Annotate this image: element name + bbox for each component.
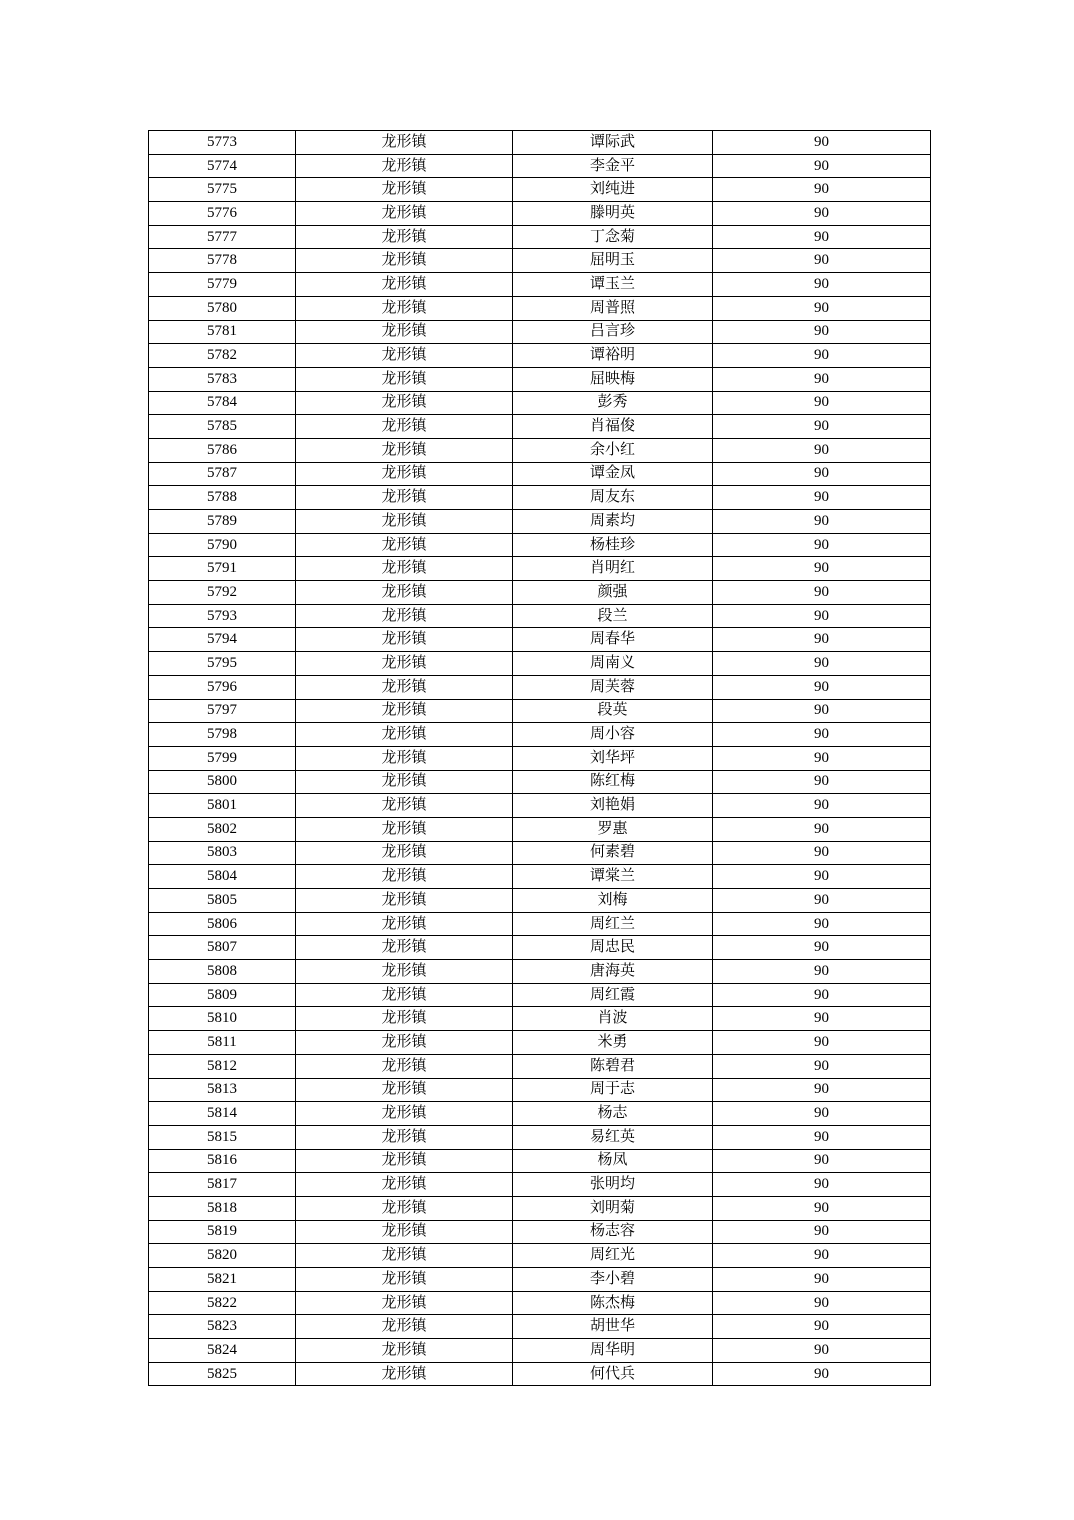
town-cell: 龙形镇 xyxy=(296,770,513,794)
name-cell: 周小容 xyxy=(513,723,713,747)
amount-cell: 90 xyxy=(713,865,931,889)
serial-cell: 5803 xyxy=(149,841,296,865)
table-row xyxy=(149,889,931,913)
name-cell: 周普照 xyxy=(513,296,713,320)
serial-cell: 5804 xyxy=(149,865,296,889)
amount-cell: 90 xyxy=(713,486,931,510)
town-cell: 龙形镇 xyxy=(296,320,513,344)
town-cell: 龙形镇 xyxy=(296,225,513,249)
name-cell: 吕言珍 xyxy=(513,320,713,344)
name-cell: 丁念菊 xyxy=(513,225,713,249)
name-cell: 谭棠兰 xyxy=(513,865,713,889)
town-cell: 龙形镇 xyxy=(296,1220,513,1244)
name-cell: 肖明红 xyxy=(513,557,713,581)
table-row xyxy=(149,249,931,273)
serial-cell: 5796 xyxy=(149,675,296,699)
name-cell: 杨凤 xyxy=(513,1149,713,1173)
serial-cell: 5824 xyxy=(149,1339,296,1363)
serial-cell: 5802 xyxy=(149,817,296,841)
table-row xyxy=(149,1007,931,1031)
table-row xyxy=(149,415,931,439)
table-row xyxy=(149,178,931,202)
name-cell: 杨志容 xyxy=(513,1220,713,1244)
amount-cell: 90 xyxy=(713,652,931,676)
table-row xyxy=(149,1054,931,1078)
town-cell: 龙形镇 xyxy=(296,1196,513,1220)
amount-cell: 90 xyxy=(713,604,931,628)
amount-cell: 90 xyxy=(713,628,931,652)
amount-cell: 90 xyxy=(713,415,931,439)
table-row xyxy=(149,723,931,747)
serial-cell: 5817 xyxy=(149,1173,296,1197)
name-cell: 唐海英 xyxy=(513,960,713,984)
serial-cell: 5774 xyxy=(149,154,296,178)
amount-cell: 90 xyxy=(713,533,931,557)
serial-cell: 5809 xyxy=(149,983,296,1007)
amount-cell: 90 xyxy=(713,794,931,818)
town-cell: 龙形镇 xyxy=(296,841,513,865)
name-cell: 周红光 xyxy=(513,1244,713,1268)
name-cell: 谭玉兰 xyxy=(513,273,713,297)
amount-cell: 90 xyxy=(713,960,931,984)
amount-cell: 90 xyxy=(713,889,931,913)
table-row xyxy=(149,533,931,557)
serial-cell: 5819 xyxy=(149,1220,296,1244)
serial-cell: 5818 xyxy=(149,1196,296,1220)
serial-cell: 5773 xyxy=(149,131,296,155)
amount-cell: 90 xyxy=(713,367,931,391)
town-cell: 龙形镇 xyxy=(296,415,513,439)
serial-cell: 5820 xyxy=(149,1244,296,1268)
town-cell: 龙形镇 xyxy=(296,296,513,320)
name-cell: 周南义 xyxy=(513,652,713,676)
name-cell: 刘艳娟 xyxy=(513,794,713,818)
table-row xyxy=(149,154,931,178)
town-cell: 龙形镇 xyxy=(296,1291,513,1315)
serial-cell: 5821 xyxy=(149,1268,296,1292)
table-row xyxy=(149,936,931,960)
serial-cell: 5795 xyxy=(149,652,296,676)
amount-cell: 90 xyxy=(713,723,931,747)
amount-cell: 90 xyxy=(713,178,931,202)
name-cell: 颜强 xyxy=(513,581,713,605)
town-cell: 龙形镇 xyxy=(296,1149,513,1173)
amount-cell: 90 xyxy=(713,1315,931,1339)
amount-cell: 90 xyxy=(713,249,931,273)
table-row xyxy=(149,273,931,297)
name-cell: 何代兵 xyxy=(513,1362,713,1386)
table-row xyxy=(149,1291,931,1315)
table-row xyxy=(149,1173,931,1197)
amount-cell: 90 xyxy=(713,154,931,178)
name-cell: 彭秀 xyxy=(513,391,713,415)
town-cell: 龙形镇 xyxy=(296,723,513,747)
name-cell: 周素均 xyxy=(513,510,713,534)
town-cell: 龙形镇 xyxy=(296,178,513,202)
table-row xyxy=(149,1078,931,1102)
table-row xyxy=(149,438,931,462)
name-cell: 易红英 xyxy=(513,1125,713,1149)
name-cell: 杨志 xyxy=(513,1102,713,1126)
table-row xyxy=(149,699,931,723)
serial-cell: 5799 xyxy=(149,746,296,770)
amount-cell: 90 xyxy=(713,510,931,534)
town-cell: 龙形镇 xyxy=(296,1102,513,1126)
town-cell: 龙形镇 xyxy=(296,983,513,1007)
serial-cell: 5797 xyxy=(149,699,296,723)
amount-cell: 90 xyxy=(713,1007,931,1031)
serial-cell: 5815 xyxy=(149,1125,296,1149)
table-row xyxy=(149,817,931,841)
amount-cell: 90 xyxy=(713,581,931,605)
table-row xyxy=(149,296,931,320)
name-cell: 周忠民 xyxy=(513,936,713,960)
town-cell: 龙形镇 xyxy=(296,1007,513,1031)
serial-cell: 5816 xyxy=(149,1149,296,1173)
amount-cell: 90 xyxy=(713,462,931,486)
serial-cell: 5805 xyxy=(149,889,296,913)
table-row xyxy=(149,202,931,226)
table-row xyxy=(149,604,931,628)
serial-cell: 5806 xyxy=(149,912,296,936)
name-cell: 滕明英 xyxy=(513,202,713,226)
amount-cell: 90 xyxy=(713,675,931,699)
serial-cell: 5788 xyxy=(149,486,296,510)
town-cell: 龙形镇 xyxy=(296,912,513,936)
table-row xyxy=(149,462,931,486)
serial-cell: 5825 xyxy=(149,1362,296,1386)
serial-cell: 5782 xyxy=(149,344,296,368)
serial-cell: 5783 xyxy=(149,367,296,391)
table-row xyxy=(149,983,931,1007)
serial-cell: 5791 xyxy=(149,557,296,581)
name-cell: 肖福俊 xyxy=(513,415,713,439)
serial-cell: 5778 xyxy=(149,249,296,273)
serial-cell: 5776 xyxy=(149,202,296,226)
amount-cell: 90 xyxy=(713,273,931,297)
town-cell: 龙形镇 xyxy=(296,1125,513,1149)
amount-cell: 90 xyxy=(713,699,931,723)
serial-cell: 5785 xyxy=(149,415,296,439)
town-cell: 龙形镇 xyxy=(296,865,513,889)
name-cell: 屈明玉 xyxy=(513,249,713,273)
name-cell: 屈映梅 xyxy=(513,367,713,391)
amount-cell: 90 xyxy=(713,912,931,936)
amount-cell: 90 xyxy=(713,983,931,1007)
table-row xyxy=(149,794,931,818)
serial-cell: 5777 xyxy=(149,225,296,249)
amount-cell: 90 xyxy=(713,770,931,794)
table-row xyxy=(149,1196,931,1220)
serial-cell: 5789 xyxy=(149,510,296,534)
amount-cell: 90 xyxy=(713,1125,931,1149)
name-cell: 李金平 xyxy=(513,154,713,178)
town-cell: 龙形镇 xyxy=(296,510,513,534)
table-row xyxy=(149,960,931,984)
serial-cell: 5801 xyxy=(149,794,296,818)
serial-cell: 5786 xyxy=(149,438,296,462)
table-row xyxy=(149,1362,931,1386)
amount-cell: 90 xyxy=(713,1220,931,1244)
amount-cell: 90 xyxy=(713,1054,931,1078)
name-cell: 段英 xyxy=(513,699,713,723)
amount-cell: 90 xyxy=(713,1102,931,1126)
table-row xyxy=(149,320,931,344)
amount-cell: 90 xyxy=(713,391,931,415)
table-row xyxy=(149,652,931,676)
town-cell: 龙形镇 xyxy=(296,1315,513,1339)
town-cell: 龙形镇 xyxy=(296,249,513,273)
serial-cell: 5775 xyxy=(149,178,296,202)
amount-cell: 90 xyxy=(713,320,931,344)
table-row xyxy=(149,486,931,510)
town-cell: 龙形镇 xyxy=(296,628,513,652)
serial-cell: 5781 xyxy=(149,320,296,344)
name-cell: 周芙蓉 xyxy=(513,675,713,699)
town-cell: 龙形镇 xyxy=(296,581,513,605)
name-cell: 陈杰梅 xyxy=(513,1291,713,1315)
town-cell: 龙形镇 xyxy=(296,462,513,486)
serial-cell: 5787 xyxy=(149,462,296,486)
town-cell: 龙形镇 xyxy=(296,1078,513,1102)
serial-cell: 5794 xyxy=(149,628,296,652)
amount-cell: 90 xyxy=(713,1173,931,1197)
table-row xyxy=(149,1339,931,1363)
serial-cell: 5784 xyxy=(149,391,296,415)
amount-cell: 90 xyxy=(713,1031,931,1055)
town-cell: 龙形镇 xyxy=(296,367,513,391)
amount-cell: 90 xyxy=(713,1149,931,1173)
table-row xyxy=(149,391,931,415)
name-cell: 陈碧君 xyxy=(513,1054,713,1078)
name-cell: 陈红梅 xyxy=(513,770,713,794)
name-cell: 肖波 xyxy=(513,1007,713,1031)
amount-cell: 90 xyxy=(713,1196,931,1220)
town-cell: 龙形镇 xyxy=(296,699,513,723)
town-cell: 龙形镇 xyxy=(296,557,513,581)
serial-cell: 5792 xyxy=(149,581,296,605)
amount-cell: 90 xyxy=(713,746,931,770)
table-row xyxy=(149,912,931,936)
town-cell: 龙形镇 xyxy=(296,1054,513,1078)
town-cell: 龙形镇 xyxy=(296,1339,513,1363)
town-cell: 龙形镇 xyxy=(296,273,513,297)
town-cell: 龙形镇 xyxy=(296,1173,513,1197)
amount-cell: 90 xyxy=(713,225,931,249)
name-cell: 余小红 xyxy=(513,438,713,462)
name-cell: 谭裕明 xyxy=(513,344,713,368)
town-cell: 龙形镇 xyxy=(296,889,513,913)
table-row xyxy=(149,367,931,391)
amount-cell: 90 xyxy=(713,344,931,368)
town-cell: 龙形镇 xyxy=(296,675,513,699)
serial-cell: 5810 xyxy=(149,1007,296,1031)
serial-cell: 5812 xyxy=(149,1054,296,1078)
table-row xyxy=(149,1125,931,1149)
town-cell: 龙形镇 xyxy=(296,131,513,155)
serial-cell: 5793 xyxy=(149,604,296,628)
table-row xyxy=(149,225,931,249)
name-cell: 刘梅 xyxy=(513,889,713,913)
table-row xyxy=(149,1031,931,1055)
name-cell: 刘纯进 xyxy=(513,178,713,202)
amount-cell: 90 xyxy=(713,936,931,960)
name-cell: 罗惠 xyxy=(513,817,713,841)
serial-cell: 5807 xyxy=(149,936,296,960)
name-cell: 周春华 xyxy=(513,628,713,652)
table-row xyxy=(149,131,931,155)
name-cell: 米勇 xyxy=(513,1031,713,1055)
town-cell: 龙形镇 xyxy=(296,486,513,510)
name-cell: 段兰 xyxy=(513,604,713,628)
name-cell: 刘华坪 xyxy=(513,746,713,770)
name-cell: 杨桂珍 xyxy=(513,533,713,557)
amount-cell: 90 xyxy=(713,1078,931,1102)
serial-cell: 5780 xyxy=(149,296,296,320)
town-cell: 龙形镇 xyxy=(296,202,513,226)
name-cell: 周红兰 xyxy=(513,912,713,936)
table-row xyxy=(149,675,931,699)
table-row xyxy=(149,865,931,889)
town-cell: 龙形镇 xyxy=(296,154,513,178)
amount-cell: 90 xyxy=(713,817,931,841)
town-cell: 龙形镇 xyxy=(296,391,513,415)
table-row xyxy=(149,746,931,770)
serial-cell: 5800 xyxy=(149,770,296,794)
town-cell: 龙形镇 xyxy=(296,344,513,368)
amount-cell: 90 xyxy=(713,841,931,865)
table-row xyxy=(149,581,931,605)
table-row xyxy=(149,841,931,865)
amount-cell: 90 xyxy=(713,1291,931,1315)
name-cell: 李小碧 xyxy=(513,1268,713,1292)
table-row xyxy=(149,1244,931,1268)
table-row xyxy=(149,1220,931,1244)
name-cell: 周华明 xyxy=(513,1339,713,1363)
town-cell: 龙形镇 xyxy=(296,438,513,462)
amount-cell: 90 xyxy=(713,1362,931,1386)
name-cell: 周红霞 xyxy=(513,983,713,1007)
town-cell: 龙形镇 xyxy=(296,604,513,628)
table-row xyxy=(149,1268,931,1292)
serial-cell: 5814 xyxy=(149,1102,296,1126)
town-cell: 龙形镇 xyxy=(296,1031,513,1055)
amount-cell: 90 xyxy=(713,131,931,155)
table-row xyxy=(149,1102,931,1126)
serial-cell: 5790 xyxy=(149,533,296,557)
town-cell: 龙形镇 xyxy=(296,936,513,960)
town-cell: 龙形镇 xyxy=(296,1268,513,1292)
town-cell: 龙形镇 xyxy=(296,1244,513,1268)
serial-cell: 5823 xyxy=(149,1315,296,1339)
table-body xyxy=(149,131,931,1386)
serial-cell: 5808 xyxy=(149,960,296,984)
name-cell: 张明均 xyxy=(513,1173,713,1197)
table-row xyxy=(149,344,931,368)
name-cell: 谭际武 xyxy=(513,131,713,155)
town-cell: 龙形镇 xyxy=(296,652,513,676)
town-cell: 龙形镇 xyxy=(296,794,513,818)
table-row xyxy=(149,557,931,581)
amount-cell: 90 xyxy=(713,202,931,226)
town-cell: 龙形镇 xyxy=(296,746,513,770)
table-row xyxy=(149,628,931,652)
amount-cell: 90 xyxy=(713,557,931,581)
town-cell: 龙形镇 xyxy=(296,1362,513,1386)
name-cell: 周于志 xyxy=(513,1078,713,1102)
records-table xyxy=(148,130,931,1386)
town-cell: 龙形镇 xyxy=(296,817,513,841)
serial-cell: 5798 xyxy=(149,723,296,747)
table-row xyxy=(149,1315,931,1339)
serial-cell: 5779 xyxy=(149,273,296,297)
amount-cell: 90 xyxy=(713,296,931,320)
name-cell: 刘明菊 xyxy=(513,1196,713,1220)
name-cell: 周友东 xyxy=(513,486,713,510)
amount-cell: 90 xyxy=(713,438,931,462)
serial-cell: 5813 xyxy=(149,1078,296,1102)
serial-cell: 5811 xyxy=(149,1031,296,1055)
amount-cell: 90 xyxy=(713,1268,931,1292)
name-cell: 何素碧 xyxy=(513,841,713,865)
town-cell: 龙形镇 xyxy=(296,960,513,984)
table-row xyxy=(149,770,931,794)
table-row xyxy=(149,1149,931,1173)
name-cell: 谭金凤 xyxy=(513,462,713,486)
table-row xyxy=(149,510,931,534)
serial-cell: 5822 xyxy=(149,1291,296,1315)
name-cell: 胡世华 xyxy=(513,1315,713,1339)
town-cell: 龙形镇 xyxy=(296,533,513,557)
amount-cell: 90 xyxy=(713,1244,931,1268)
amount-cell: 90 xyxy=(713,1339,931,1363)
